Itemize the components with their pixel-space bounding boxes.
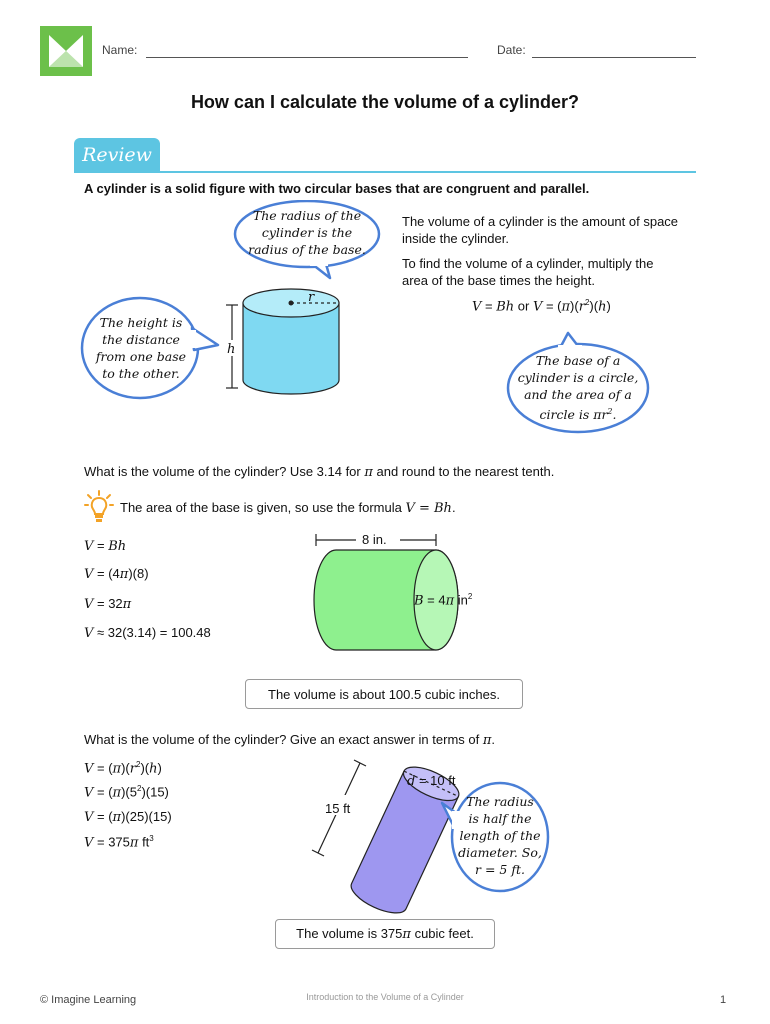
example1-question: What is the volume of the cylinder? Use 3.14 for π and round to the nearest tenth. <box>84 464 555 480</box>
date-line[interactable] <box>532 57 696 58</box>
footer-copyright: © Imagine Learning <box>40 994 137 1006</box>
page-title: How can I calculate the volume of a cylinder? <box>190 92 580 112</box>
height-label: h <box>227 342 236 357</box>
logo <box>40 26 92 76</box>
logo-icon <box>40 26 92 76</box>
footer-page-number: 1 <box>720 994 727 1006</box>
height-bubble-line: the distance <box>102 332 180 347</box>
volume-definition: The volume of a cylinder is the amount of space inside the cylinder. <box>402 214 679 246</box>
base-bubble-line: circle is $\pi r^2$. <box>539 407 617 423</box>
radius-half-bubble <box>458 793 542 878</box>
example2-answer-box <box>275 919 495 949</box>
footer-title: Introduction to the Volume of a Cylinder <box>306 992 464 1002</box>
example2-step: V = (π)(25)(15) <box>84 809 172 825</box>
height-bubble-line: The height is <box>99 315 183 330</box>
example2-answer: The volume is 375π cubic feet. <box>296 926 474 942</box>
name-line[interactable] <box>146 57 468 58</box>
radius-half-line: is half the <box>468 811 532 826</box>
definition-text: A cylinder is a solid figure with two circular bases that are congruent and parallel. <box>84 181 590 196</box>
date-label: Date: <box>497 43 526 57</box>
radius-half-line: length of the <box>459 828 541 843</box>
example2-step: V = 375π $ft^3$ <box>84 834 154 851</box>
base-bubble-line: cylinder is a circle, <box>517 370 639 385</box>
volume-instruction: To find the volume of a cylinder, multiply the area of the base times the height. <box>402 256 654 288</box>
name-label: Name: <box>102 43 138 57</box>
example1-step: V = Bh <box>84 538 127 554</box>
height-label-15ft: 15 ft <box>325 801 351 816</box>
height-bubble-line: from one base <box>95 349 187 364</box>
example1-step: V = (4π)(8) <box>84 566 149 582</box>
radius-half-line: r = 5 ft. <box>475 862 525 877</box>
radius-half-line: The radius <box>466 794 534 809</box>
example2-step: $V = (\pi)(5^2)(15)$ <box>84 784 169 801</box>
example1-step: V = 32π <box>84 596 132 612</box>
radius-label: r <box>308 290 315 305</box>
example2-question: What is the volume of the cylinder? Give an exact answer in terms of π. <box>84 732 496 748</box>
example2-step: $V = (\pi)(r^2)(h)$ <box>84 760 162 777</box>
review-divider <box>74 171 696 173</box>
radius-half-line: diameter. So, <box>458 845 542 860</box>
radius-bubble-line: The radius of the <box>252 208 362 223</box>
review-tab: Review <box>74 138 160 172</box>
radius-bubble <box>236 207 378 258</box>
volume-formula: V = Bh or $V = (\pi)(r^2)(h)$ <box>472 298 611 315</box>
height-bubble <box>86 314 196 382</box>
example1-answer-box <box>245 679 523 709</box>
example1-hint: The area of the base is given, so use the formula V = Bh. <box>120 500 456 516</box>
height-bubble-line: to the other. <box>102 366 180 381</box>
radius-bubble-line: radius of the base. <box>248 242 366 257</box>
base-bubble-line: and the area of a <box>524 387 632 402</box>
example1-answer: The volume is about 100.5 cubic inches. <box>268 686 500 702</box>
base-bubble <box>506 352 650 423</box>
lightbulb-icon <box>84 490 114 524</box>
length-label: 8 in. <box>362 532 387 547</box>
diameter-label: d = 10 ft <box>407 773 456 789</box>
base-bubble-line: The base of a <box>535 353 621 368</box>
example1-step: V ≈ 32(3.14) = 100.48 <box>84 625 211 641</box>
radius-bubble-line: cylinder is the <box>261 225 353 240</box>
base-area-label: B = 4π $in^2$ <box>414 592 473 609</box>
